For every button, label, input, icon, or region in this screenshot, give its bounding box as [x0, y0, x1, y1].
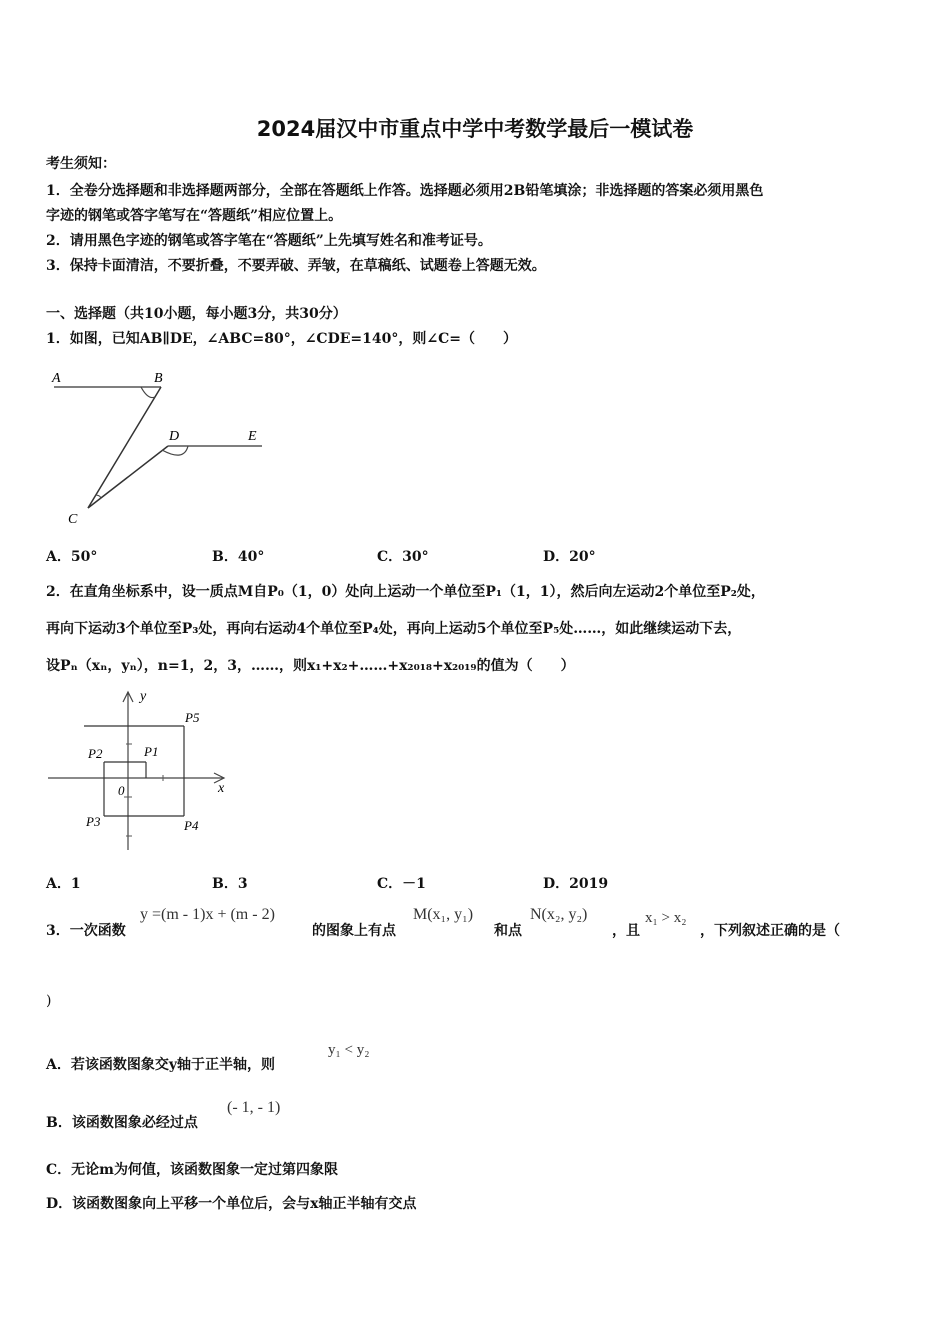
q1-option-d[interactable]: D．20°	[543, 549, 596, 565]
q2-option-d[interactable]: D．2019	[543, 876, 609, 892]
label-c: C	[68, 512, 78, 527]
q2-option-a[interactable]: A．1	[46, 876, 81, 892]
line-bc	[88, 387, 161, 508]
q2-option-b[interactable]: B．3	[212, 876, 248, 892]
label-b: B	[154, 371, 163, 386]
page-title: 2024届汉中市重点中学中考数学最后一模试卷	[256, 117, 694, 141]
q3-point-m: M(x₁, y₁)	[413, 906, 474, 923]
label-a: A	[52, 371, 61, 386]
q3-close-paren: )	[46, 993, 52, 1009]
label-y: y	[140, 689, 147, 704]
q2-figure	[40, 684, 240, 856]
q1-option-c[interactable]: C．30°	[377, 549, 429, 565]
q3-option-b-math: (- 1, - 1)	[227, 1099, 281, 1116]
q3-text: ，且	[612, 923, 640, 939]
q2-option-c[interactable]: C．－1	[377, 876, 426, 892]
angle-c-arc	[96, 495, 101, 499]
question-2-line: 2．在直角坐标系中，设一质点M自P₀（1，0）处向上运动一个单位至P₁（1，1），然后向左运动2个单位至P₂处，	[46, 584, 765, 600]
notice-item: 1．全卷分选择题和非选择题两部分，全部在答题纸上作答。选择题必须用2B铅笔填涂；非选择题的答案必须用黑色	[46, 183, 764, 199]
notice-item: 3．保持卡面清洁，不要折叠，不要弄破、弄皱，在草稿纸、试题卷上答题无效。	[46, 258, 546, 274]
q1-figure	[40, 362, 280, 532]
notice-item: 2．请用黑色字迹的钢笔或答字笔在“答题纸”上先填写姓名和准考证号。	[46, 233, 492, 249]
q3-function: y =(m - 1)x + (m - 2)	[140, 906, 275, 923]
angle-b-arc	[141, 387, 155, 398]
label-p3: P3	[86, 814, 101, 829]
q3-text: 的图象上有点	[312, 923, 396, 939]
q3-option-a[interactable]: A．若该函数图象交y轴于正半轴，则	[46, 1057, 275, 1073]
label-e: E	[248, 429, 257, 444]
label-p2: P2	[88, 746, 103, 761]
label-d: D	[169, 429, 180, 444]
q3-suffix: ，下列叙述正确的是（	[700, 923, 840, 939]
q3-option-b[interactable]: B．该函数图象必经过点	[46, 1115, 198, 1131]
label-p5: P5	[185, 710, 200, 725]
q3-condition: x₁ > x₂	[645, 910, 687, 926]
q1-option-b[interactable]: B．40°	[212, 549, 265, 565]
label-p1: P1	[144, 744, 159, 759]
question-3-prefix: 3．一次函数	[46, 923, 126, 939]
q3-option-d[interactable]: D．该函数图象向上平移一个单位后，会与x轴正半轴有交点	[46, 1196, 417, 1212]
question-1-text: 1．如图，已知AB∥DE，∠ABC=80°，∠CDE=140°，则∠C=（ ）	[46, 331, 517, 347]
q1-option-a[interactable]: A．50°	[46, 549, 98, 565]
question-2-line: 设Pₙ（xₙ，yₙ），n=1，2，3，……，则x₁+x₂+……+x₂₀₁₈+x₂₀₁₉的值为（ ）	[46, 658, 575, 674]
q3-text: 和点	[494, 923, 522, 939]
label-origin: 0	[118, 783, 125, 798]
section-heading: 一、选择题（共10小题，每小题3分，共30分）	[46, 306, 347, 322]
q3-point-n: N(x₂, y₂)	[530, 906, 588, 923]
question-2-line: 再向下运动3个单位至P₃处，再向右运动4个单位至P₄处，再向上运动5个单位至P₅处……，如此继续运动下去，	[46, 621, 742, 637]
notice-item: 字迹的钢笔或答字笔写在“答题纸”相应位置上。	[46, 208, 343, 224]
q3-option-a-math: y₁ < y₂	[328, 1042, 370, 1058]
notice-heading: 考生须知：	[46, 156, 116, 172]
label-x: x	[218, 781, 225, 796]
label-p4: P4	[184, 818, 199, 833]
q3-option-c[interactable]: C．无论m为何值，该函数图象一定过第四象限	[46, 1162, 338, 1178]
